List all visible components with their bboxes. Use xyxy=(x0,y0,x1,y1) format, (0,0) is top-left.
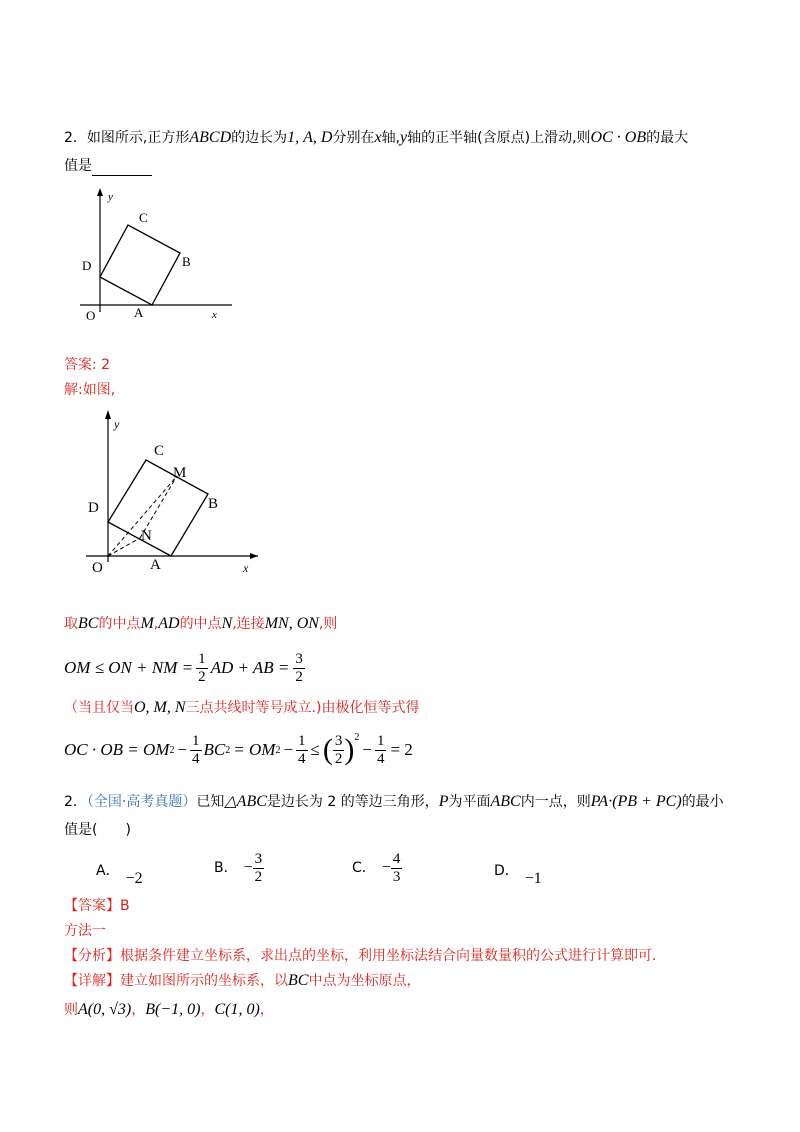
frac-quarter xyxy=(375,733,387,768)
label-y: y xyxy=(108,191,113,203)
coord-a: A(0, √3) xyxy=(78,1001,132,1018)
q1-abcd: ABCD xyxy=(189,129,232,146)
math-m: M xyxy=(140,615,154,632)
q1-text: 的边长为 xyxy=(231,130,288,146)
num: 1 xyxy=(298,732,306,749)
q2-coords xyxy=(64,1000,274,1020)
text: 的最小 xyxy=(681,794,724,810)
ineq-mid: AD + AB = xyxy=(210,658,290,677)
q1-text: 如图所示,正方形 xyxy=(86,130,190,146)
label-b: B xyxy=(208,496,219,512)
math-abc: ABC xyxy=(490,793,521,810)
label-d: D xyxy=(82,258,92,273)
q2-detail xyxy=(64,971,420,991)
exp: 2 xyxy=(354,732,360,743)
label-n: N xyxy=(141,528,152,544)
option-fraction xyxy=(391,851,403,886)
q1-number: 2． xyxy=(64,130,87,146)
num: 1 xyxy=(376,732,385,749)
detail-text: 中点为坐标原点， xyxy=(308,973,421,989)
label-c: C xyxy=(139,210,148,225)
option-value: −2 xyxy=(125,870,143,887)
y-axis-arrow xyxy=(97,188,103,196)
option-b[interactable] xyxy=(214,848,264,888)
q1-inequality xyxy=(64,648,305,688)
den: 4 xyxy=(376,750,385,767)
num: 3 xyxy=(334,732,343,749)
math-omn: O, M, N xyxy=(134,699,186,716)
final-end: = 2 xyxy=(390,740,413,759)
math-tri: △ABC xyxy=(224,793,267,810)
option-sign: − xyxy=(381,859,391,876)
square-abcd xyxy=(100,225,180,305)
math-mn-on: MN, ON xyxy=(264,615,319,632)
text: 为平面 xyxy=(448,794,491,810)
math-bc: BC xyxy=(288,972,309,989)
option-label: C． xyxy=(352,860,376,876)
q2-line1 xyxy=(64,792,724,812)
option-d[interactable] xyxy=(494,856,542,886)
frac-quarter xyxy=(190,733,202,768)
paren-open: ( xyxy=(322,733,333,766)
text: 取 xyxy=(64,616,78,632)
q1-answer: 答案: 2 xyxy=(64,357,111,373)
option-c[interactable] xyxy=(352,848,402,888)
frac-three-halves xyxy=(333,733,345,768)
option-sign: − xyxy=(243,859,253,876)
minus: − xyxy=(177,740,188,759)
text: 是边长为 2 的等边三角形， xyxy=(266,794,439,810)
q1-val: 1, A, D xyxy=(287,129,333,146)
label-o: O xyxy=(86,308,96,323)
q1-text: 轴, xyxy=(381,130,401,146)
frac-quarter xyxy=(296,733,308,768)
q1-x: x xyxy=(374,129,382,146)
q1-text: 轴的正半轴(含原点)上滑动,则 xyxy=(407,130,591,146)
option-a[interactable] xyxy=(96,856,143,886)
coord-b: B(−1, 0) xyxy=(145,1001,201,1018)
num: 3 xyxy=(254,850,263,867)
label-x: x xyxy=(243,561,249,575)
answer-tag: 【答案】 xyxy=(64,898,120,914)
option-label: D． xyxy=(494,863,519,879)
segment-om xyxy=(108,476,177,556)
num: 1 xyxy=(192,732,200,749)
coord-c: C(1, 0) xyxy=(214,1001,260,1018)
den: 2 xyxy=(198,668,206,685)
exp: 2 xyxy=(169,744,175,756)
answer-blank xyxy=(92,161,152,176)
option-value: −1 xyxy=(524,870,542,887)
label-y: y xyxy=(114,417,120,431)
label-x: x xyxy=(212,309,217,321)
text: 已知 xyxy=(196,794,225,810)
den: 3 xyxy=(392,868,401,885)
math-ad: AD xyxy=(158,615,180,632)
sep: ， xyxy=(259,1002,274,1018)
frac-half xyxy=(196,651,208,686)
sep: ， xyxy=(131,1002,146,1018)
option-fraction xyxy=(253,851,265,886)
q2-source: （全国·高考真题） xyxy=(86,794,197,810)
text: 的中点 xyxy=(179,616,222,632)
detail-text: 建立如图所示的坐标系，以 xyxy=(120,973,288,989)
square-abcd xyxy=(108,460,208,556)
segment-on xyxy=(108,538,140,556)
q2-line2: 值是( ) xyxy=(64,822,131,838)
option-label: A． xyxy=(96,863,120,879)
analysis-tag: 【分析】 xyxy=(64,948,120,964)
label-a: A xyxy=(150,557,161,573)
label-m: M xyxy=(173,465,187,481)
text: , xyxy=(153,616,159,632)
q1-line2 xyxy=(64,156,152,176)
q1-solution-intro: 解:如图, xyxy=(64,382,116,398)
y-axis-arrow xyxy=(105,410,111,419)
exp: 2 xyxy=(225,744,231,756)
frac-three-halves xyxy=(293,651,305,686)
analysis-text: 根据条件建立坐标系，求出点的坐标，利用坐标法结合向量数量积的公式进行计算即可. xyxy=(120,948,657,964)
final-mid: = OM xyxy=(233,740,276,759)
minus: − xyxy=(283,740,294,759)
label-c: C xyxy=(154,443,165,459)
num: 4 xyxy=(392,850,401,867)
math-bc: BC xyxy=(78,615,99,632)
figure-2 xyxy=(80,410,265,580)
label-d: D xyxy=(88,500,99,516)
sep: ， xyxy=(200,1002,215,1018)
num: 1 xyxy=(198,650,206,667)
math-expr: PA·(PB + PC) xyxy=(590,793,682,810)
text: 内一点，则 xyxy=(520,794,591,810)
text: 三点共线时等号成立.)由极化恒等式得 xyxy=(185,700,420,716)
den: 2 xyxy=(254,868,263,885)
q1-vector-expr: OC · OB xyxy=(590,129,647,146)
final-bc: BC xyxy=(203,740,226,759)
q2-number: 2． xyxy=(64,794,87,810)
den: 2 xyxy=(334,750,343,767)
answer-value: B xyxy=(120,898,130,914)
exp: 2 xyxy=(275,744,281,756)
q1-text: 值是 xyxy=(64,158,92,174)
q1-y: y xyxy=(400,129,408,146)
den: 4 xyxy=(298,750,306,767)
figure-1 xyxy=(72,188,242,323)
q2-analysis xyxy=(64,946,656,966)
text: ,连接 xyxy=(232,616,265,632)
math-p: P xyxy=(438,793,449,810)
math-n: N xyxy=(221,615,233,632)
ineq-lhs: OM ≤ ON + NM = xyxy=(64,658,194,677)
label-a: A xyxy=(134,305,144,320)
le: ≤ xyxy=(310,740,320,759)
q2-method: 方法一 xyxy=(64,923,106,939)
q1-text: 分别在 xyxy=(332,130,375,146)
q1-final-expression xyxy=(64,728,413,772)
option-label: B． xyxy=(214,860,238,876)
q1-step1 xyxy=(64,614,337,634)
minus: − xyxy=(362,740,372,759)
den: 4 xyxy=(192,750,200,767)
paren-close: ) xyxy=(344,733,355,766)
num: 3 xyxy=(295,650,303,667)
q1-note xyxy=(64,698,419,718)
x-axis-arrow xyxy=(250,553,258,559)
text: 则 xyxy=(64,1002,78,1018)
q2-answer xyxy=(64,896,130,916)
q1-line1 xyxy=(64,128,688,148)
den: 2 xyxy=(295,668,303,685)
text: （当且仅当 xyxy=(64,700,134,716)
detail-tag: 【详解】 xyxy=(64,973,120,989)
label-o: O xyxy=(92,560,103,576)
text: ,则 xyxy=(318,616,338,632)
final-lhs: OC · OB = OM xyxy=(64,740,170,759)
text: 的中点 xyxy=(98,616,141,632)
label-b: B xyxy=(182,254,191,269)
q1-text: 的最大 xyxy=(646,130,689,146)
